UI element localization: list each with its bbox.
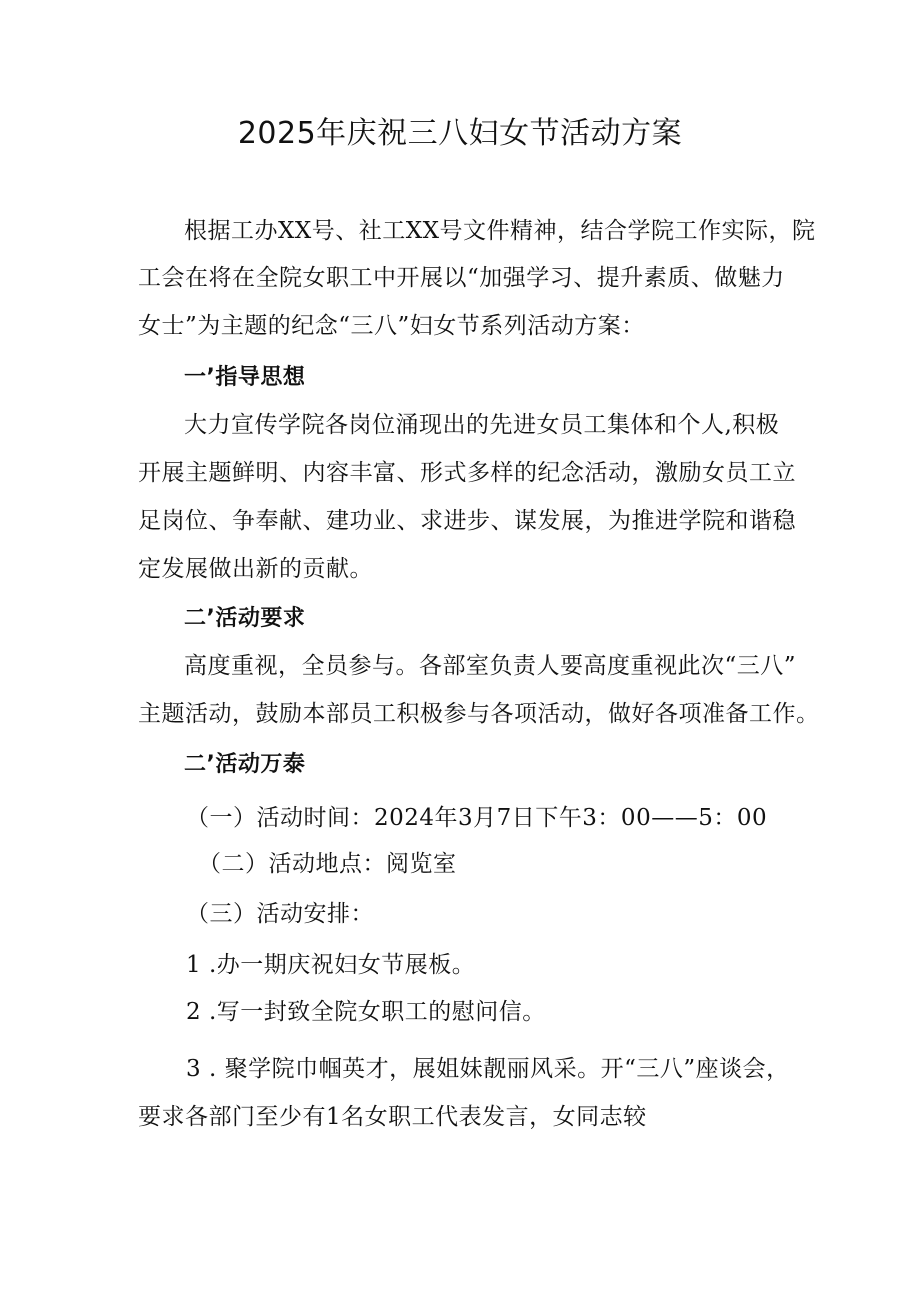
numbered-item: 1 .办一期庆祝妇女节展板。 — [186, 952, 476, 978]
numbered-item: 2 .写一封致全院女职工的慰问信。 — [186, 999, 546, 1025]
document-title: 2025年庆祝三八妇女节活动方案 — [237, 116, 683, 151]
section-heading-requirements: 二’活动要求 — [184, 606, 306, 631]
plan-item-arrangement: （三）活动安排： — [186, 901, 374, 927]
plan-item-time: （一）活动时间：2024年3月7日下午3：00——5：00 — [186, 805, 768, 831]
intro-line: 工会在将在全院女职工中开展以“加强学习、提升素质、做魅力 — [138, 265, 785, 291]
paragraph-line: 高度重视，全员参与。各部室负责人要高度重视此次“三八” — [184, 653, 797, 679]
section-heading-plan: 二’活动万泰 — [184, 752, 306, 777]
numbered-item-continuation: 要求各部门至少有1名女职工代表发言，女同志较 — [138, 1104, 647, 1130]
paragraph-line: 足岗位、争奉献、建功业、求进步、谋发展，为推进学院和谐稳 — [138, 508, 796, 534]
numbered-item: 3 . 聚学院巾帼英才，展姐妹靓丽风采。开“三八”座谈会， — [186, 1056, 790, 1082]
intro-line: 女士”为主题的纪念“三八”妇女节系列活动方案： — [138, 313, 645, 339]
paragraph-line: 主题活动，鼓励本部员工积极参与各项活动，做好各项准备工作。 — [138, 701, 820, 727]
section-heading-guiding-thought: 一’指导思想 — [184, 365, 306, 390]
paragraph-line: 定发展做出新的贡献。 — [138, 556, 373, 582]
paragraph-line: 开展主题鲜明、内容丰富、形式多样的纪念活动，激励女员工立 — [138, 460, 796, 486]
intro-line: 根据工办XX号、社工XX号文件精神，结合学院工作实际，院 — [184, 218, 816, 244]
plan-item-location: （二）活动地点：阅览室 — [198, 851, 457, 877]
paragraph-line: 大力宣传学院各岗位涌现出的先进女员工集体和个人,积极 — [184, 412, 780, 438]
